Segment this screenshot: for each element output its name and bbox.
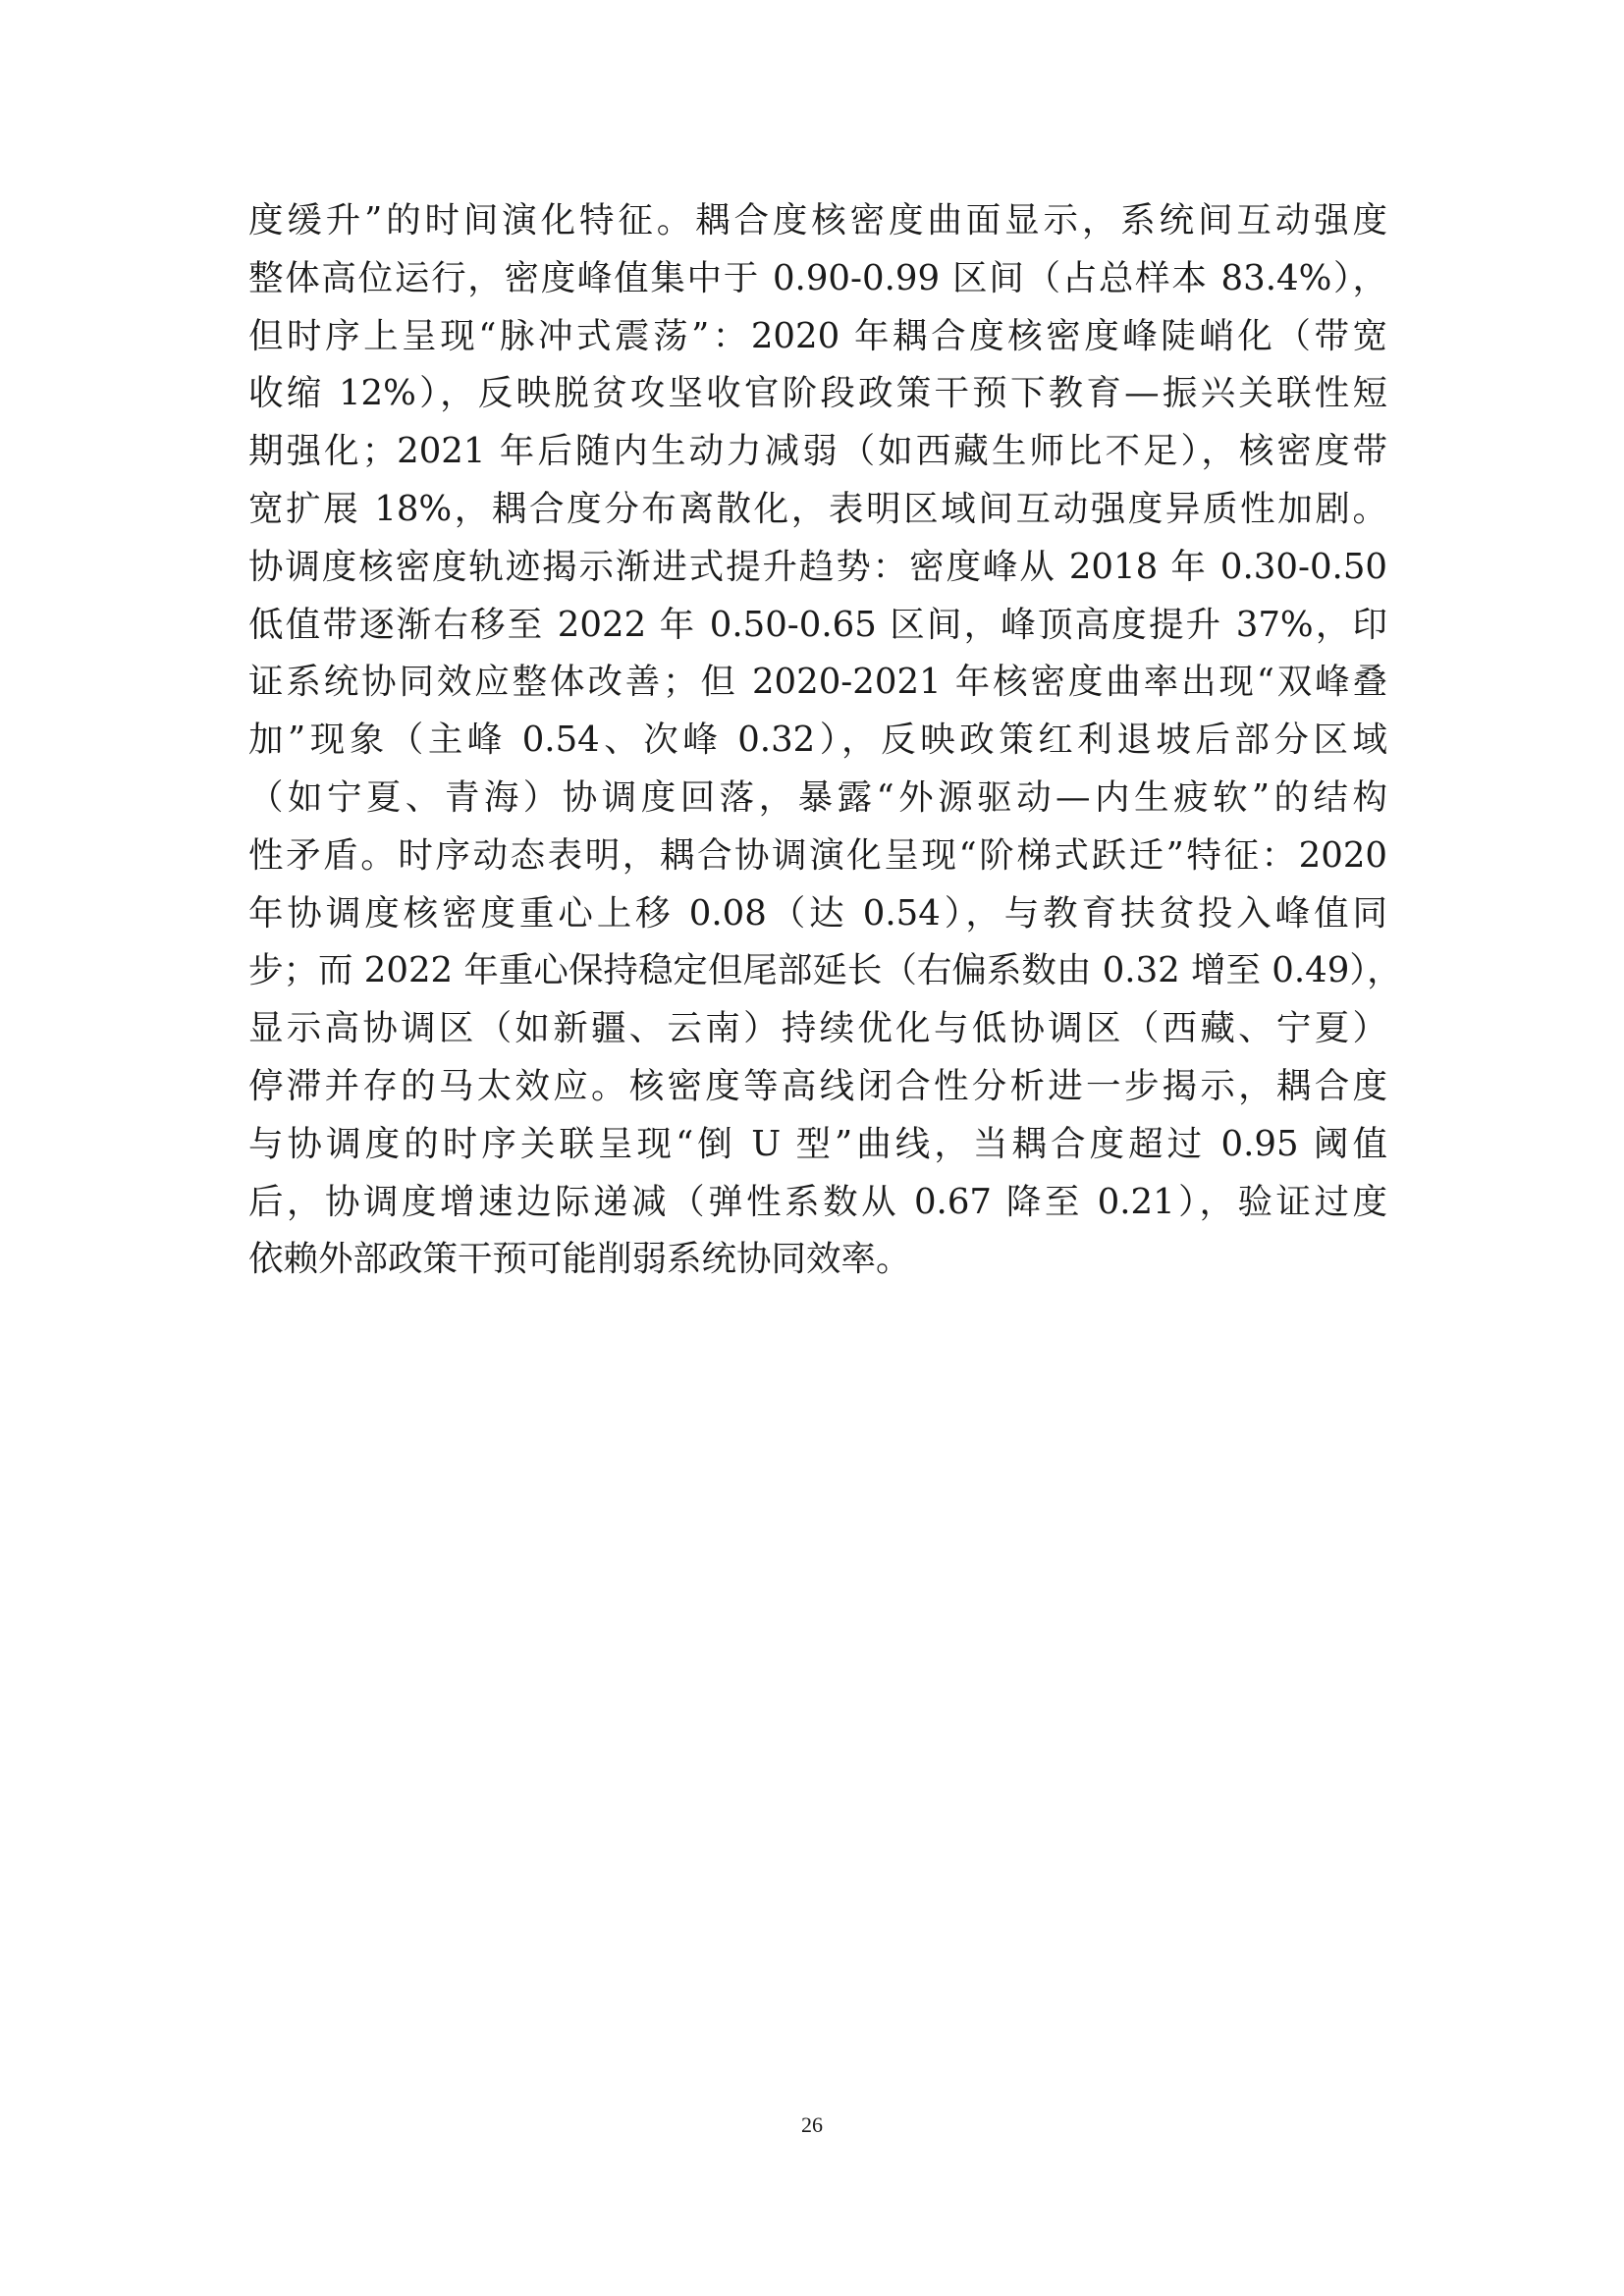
text-line-18: 后，协调度增速边际递减（弹性系数从 0.67 降至 0.21），验证过度: [248, 1181, 1387, 1222]
text-line-8: 低值带逐渐右移至 2022 年 0.50-0.65 区间，峰顶高度提升 37%，印: [248, 604, 1387, 645]
page-number: 26: [801, 2112, 823, 2137]
text-line-1: 度缓升”的时间演化特征。耦合度核密度曲面显示，系统间互动强度: [248, 200, 1387, 240]
text-line-17: 与协调度的时序关联呈现“倒 U 型”曲线，当耦合度超过 0.95 阈值: [248, 1123, 1387, 1164]
text-line-6: 宽扩展 18%，耦合度分布离散化，表明区域间互动强度异质性加剧。: [248, 488, 1387, 529]
text-line-19: 依赖外部政策干预可能削弱系统协同效率。: [248, 1239, 911, 1280]
body-paragraph: [248, 192, 1402, 1289]
text-line-5: 期强化；2021 年后随内生动力减弱（如西藏生师比不足），核密度带: [248, 431, 1387, 472]
text-line-15: 显示高协调区（如新疆、云南）持续优化与低协调区（西藏、宁夏）: [248, 1008, 1387, 1049]
text-line-13: 年协调度核密度重心上移 0.08（达 0.54），与教育扶贫投入峰值同: [248, 892, 1387, 934]
text-line-12: 性矛盾。时序动态表明，耦合协调演化呈现“阶梯式跃迁”特征：2020: [248, 834, 1387, 876]
text-line-14: 步；而 2022 年重心保持稳定但尾部延长（右偏系数由 0.32 增至 0.49），: [248, 950, 1402, 991]
text-line-4: 收缩 12%），反映脱贫攻坚收官阶段政策干预下教育—振兴关联性短: [248, 373, 1387, 414]
text-line-9: 证系统协同效应整体改善；但 2020-2021 年核密度曲率出现“双峰叠: [248, 662, 1387, 703]
text-line-10: 加”现象（主峰 0.54、次峰 0.32），反映政策红利退坡后部分区域: [248, 720, 1387, 761]
text-line-2: 整体高位运行，密度峰值集中于 0.90-0.99 区间（占总样本 83.4%），: [248, 257, 1387, 298]
text-line-3: 但时序上呈现“脉冲式震荡”：2020 年耦合度核密度峰陡峭化（带宽: [248, 315, 1387, 356]
text-line-11: （如宁夏、青海）协调度回落，暴露“外源驱动—内生疲软”的结构: [248, 776, 1387, 818]
text-line-7: 协调度核密度轨迹揭示渐进式提升趋势：密度峰从 2018 年 0.30-0.50: [248, 546, 1387, 587]
text-line-16: 停滞并存的马太效应。核密度等高线闭合性分析进一步揭示，耦合度: [248, 1065, 1387, 1106]
